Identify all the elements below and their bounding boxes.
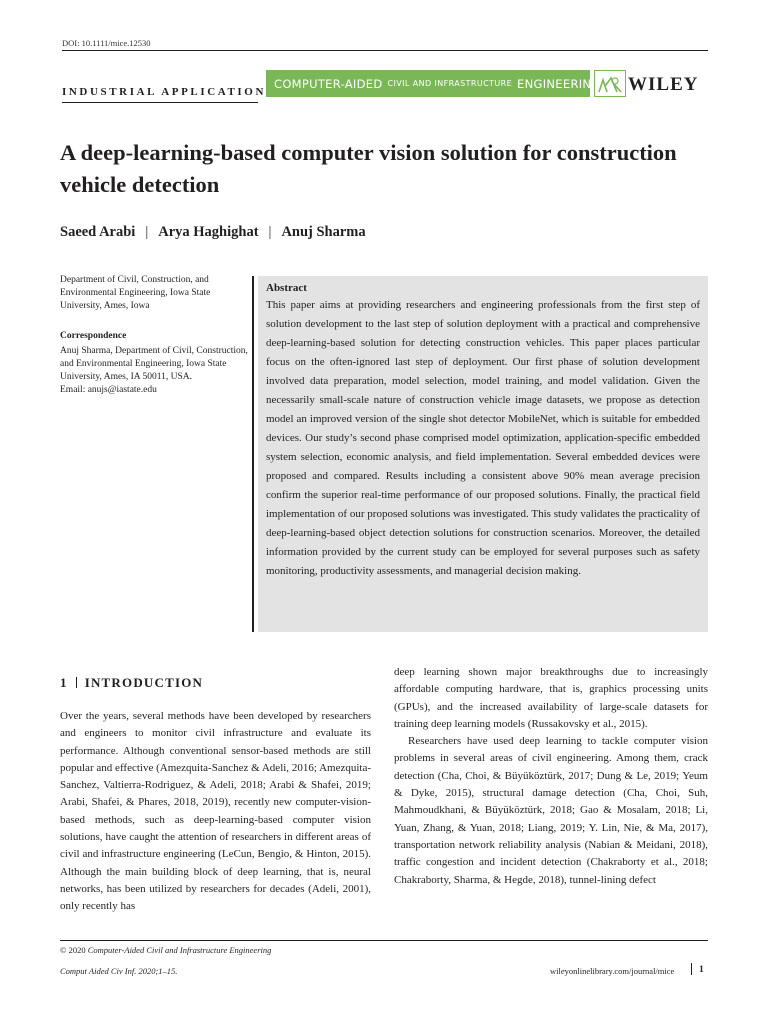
affiliation: Department of Civil, Construction, and Environmental Engineering, Iowa State University, Ames, Iowa xyxy=(60,275,211,311)
top-rule xyxy=(62,50,708,51)
abstract-side-bar xyxy=(252,276,254,632)
doi: DOI: 10.1111/mice.12530 xyxy=(62,38,151,48)
introduction-heading xyxy=(60,675,203,691)
journal-url[interactable]: wileyonlinelibrary.com/journal/mice xyxy=(550,966,675,976)
abstract-heading: Abstract xyxy=(266,282,307,294)
body-paragraph: Over the years, several methods have been developed by researchers and engineers to monitor civil infrastructure and evaluate its performance. Although conventional sensor-based methods are still popular and effective (Amezquita-Sanchez & Adeli, 2016; Amezquita-Sanchez, Valtierra-Rodriguez, & Adeli, 2018; Arabi & Shafei, 2019; Arabi, Shafei, & Phares, 2018, 2019), recently new computer-vision-based methods, such as deep-learning-based computer vision solutions, have caught the attention of researchers in different areas of civil and infrastructure engineering (LeCun, Bengio, & Hinton, 2015). Although the main building block of deep learning, that is, neural networks, has been utilized by researchers for decades (Adeli, 2001), only recently has xyxy=(60,710,371,913)
abstract-box xyxy=(258,276,708,632)
copyright-journal: Computer-Aided Civil and Infrastructure Engineering xyxy=(87,945,272,955)
author-name[interactable]: Anuj Sharma xyxy=(281,224,366,240)
section-label-underline xyxy=(62,102,258,103)
body-paragraph: Researchers have used deep learning to tackle computer vision problems in several areas of civil engineering. Among them, crack detection (Cha, Choi, & Büyüköztürk, 2017; Dung & Le, 2019; Yeum & Dyke, 2015), structural damage detection (Cha, Choi, Suh, Mahmoudkhani, & Büyüköztürk, 2018; Gao & Mosalam, 2018; Li, Yuan, Zhang, & Yuan, 2018; Liang, 2019; Y. Lin, Nie, & Ma, 2017), transportation network reliability analysis (Nabian & Meidani, 2018), traffic congestion and incident detection (Chakraborty et al., 2018; Chakraborty, Sharma, & Hegde, 2018), tunnel-lining defect xyxy=(394,735,708,886)
author-list xyxy=(60,224,366,241)
correspondence-email[interactable]: Email: anujs@iastate.edu xyxy=(60,385,157,395)
article-title: A deep-learning-based computer vision solution for construction vehicle detection xyxy=(60,140,677,197)
section-title: INTRODUCTION xyxy=(84,675,204,690)
correspondence-address: Anuj Sharma, Department of Civil, Construction, and Environmental Engineering, Iowa State University, Ames, IA 50011, USA. xyxy=(60,346,248,382)
copyright-line xyxy=(60,945,271,955)
citation: Comput Aided Civ Inf. 2020;1–15. xyxy=(60,966,178,976)
right-column xyxy=(394,664,708,889)
journal-name-part1: COMPUTER-AIDED xyxy=(274,76,383,91)
page-number: 1 xyxy=(699,965,704,975)
journal-name-part2: CIVIL AND INFRASTRUCTURE xyxy=(387,79,513,88)
journal-banner xyxy=(266,70,601,97)
section-label: INDUSTRIAL APPLICATION xyxy=(62,86,266,98)
author-name[interactable]: Arya Haghighat xyxy=(158,224,259,240)
journal-logo-icon xyxy=(594,70,626,97)
publisher-logo: WILEY xyxy=(628,74,699,95)
copyright-year: © 2020 xyxy=(60,945,86,955)
left-column xyxy=(60,708,371,916)
correspondence-text xyxy=(60,345,260,397)
section-number: 1 xyxy=(60,675,68,690)
journal-name-part3: ENGINEERING xyxy=(517,76,601,91)
author-separator: | xyxy=(268,224,272,240)
abstract-text: This paper aims at providing researchers and engineering professionals from the first step of solution development to the last step of solution deployment with a practical and comprehensive deep-learning-based solution for detecting construction vehicles. This paper places particular focus on the often-ignored last step of deployment. Our first phase of solution development involved data preparation, model selection, model training, and model validation. Given the necessarily small-scale nature of construction vehicle image datasets, we propose as detection model an improved version of the single shot detector MobileNet, which is suitable for embedded devices. Our study’s second phase comprised model optimization, application-specific embedded system selection, economic analysis, and field implementation. Several embedded devices were proposed and compared. Results including a consistent above 90% mean average precision confirm the superior real-time performance of our proposed solutions. Finally, the practical field implementation of our proposed solutions was investigated. This study validates the practicality of deep-learning-based object detection solutions for construction scenarios. Moreover, the detailed information provided by the current study can be employed for several purposes such as safety monitoring, productivity assessments, and managerial decision making. xyxy=(266,299,700,577)
body-paragraph: deep learning shown major breakthroughs due to increasingly affordable computing hardware, that is, graphics processing units (GPUs), and the increased availability of large-scale datasets for training deep learning models (Russakovsky et al., 2015). xyxy=(394,666,708,730)
correspondence-heading: Correspondence xyxy=(60,331,127,341)
footer-divider xyxy=(691,963,692,975)
author-separator: | xyxy=(145,224,149,240)
heading-divider xyxy=(76,677,77,688)
footer-rule xyxy=(60,940,708,941)
author-name[interactable]: Saeed Arabi xyxy=(60,224,136,240)
